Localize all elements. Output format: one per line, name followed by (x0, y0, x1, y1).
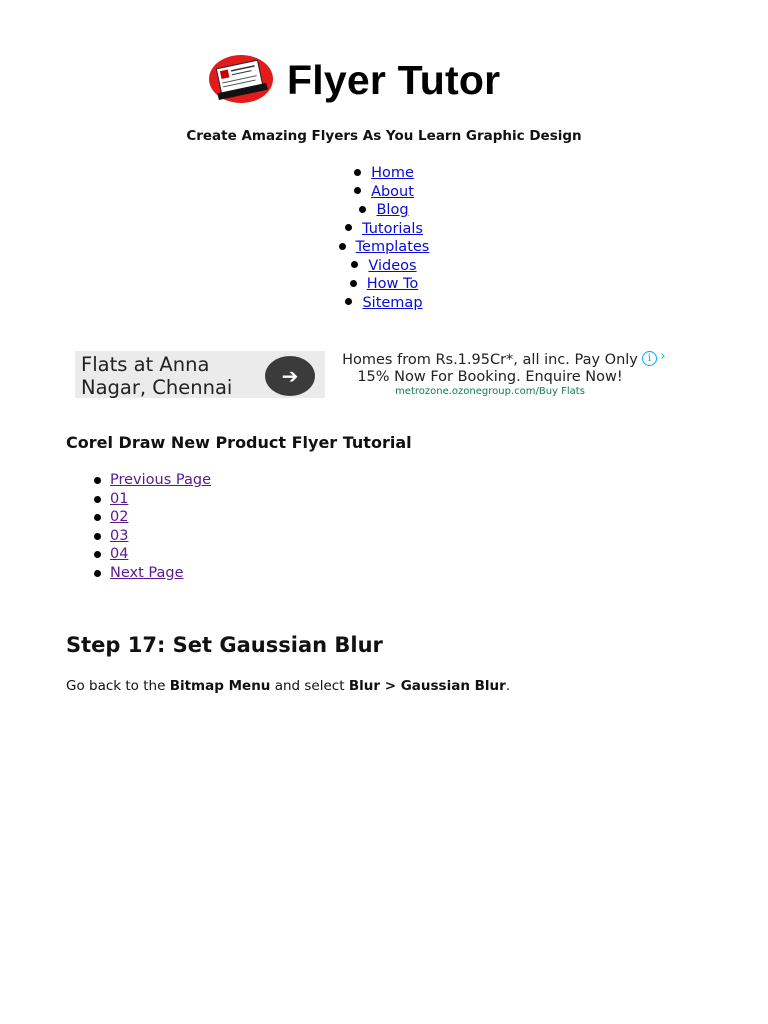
page-link-04[interactable]: 04 (110, 546, 129, 562)
site-tagline: Create Amazing Flyers As You Learn Graphic Design (186, 128, 582, 144)
nav-link-home[interactable]: Home (371, 165, 414, 181)
bullet-icon (339, 243, 346, 250)
nav-link-templates[interactable]: Templates (355, 239, 430, 255)
next-page-link[interactable]: Next Page (110, 564, 184, 581)
arrow-right-icon[interactable]: ➔ (265, 356, 315, 396)
pager-item-01 (110, 490, 211, 509)
bullet-icon (350, 280, 357, 287)
nav-link-videos[interactable]: Videos (368, 257, 417, 274)
ad-body-text[interactable]: Homes from Rs.1.95Cr*, all inc. Pay Only 15% Now For Booking. Enquire Now! (342, 352, 638, 385)
previous-page-link[interactable]: Previous Page (110, 472, 211, 488)
nav-item-templates (0, 238, 768, 257)
ad-left-panel[interactable] (75, 351, 325, 398)
site-header (0, 48, 768, 112)
page-navigation (110, 471, 211, 582)
bullet-icon (351, 261, 358, 268)
site-name[interactable]: Flyer Tutor (287, 57, 501, 103)
nav-link-about[interactable]: About (371, 183, 414, 200)
ad-url[interactable]: metrozone.ozonegroup.com/Buy Flats (395, 386, 585, 397)
nav-item-how-to (0, 275, 768, 294)
nav-link-sitemap[interactable]: Sitemap (362, 294, 423, 311)
step-text-part: . (505, 678, 511, 694)
bullet-icon (94, 570, 101, 577)
nav-item-about (0, 183, 768, 202)
step-text-part: and select (270, 678, 349, 694)
step-bold-gaussian-blur: Blur > Gaussian Blur (348, 678, 506, 694)
nav-item-sitemap (0, 294, 768, 313)
nav-link-how-to[interactable]: How To (366, 276, 419, 292)
nav-link-tutorials[interactable]: Tutorials (362, 220, 423, 237)
nav-item-videos (0, 257, 768, 276)
nav-link-blog[interactable]: Blog (376, 202, 409, 218)
flyer-logo-icon[interactable] (207, 52, 275, 106)
bullet-icon (359, 206, 366, 213)
step-instruction (66, 676, 510, 696)
pager-item-next (110, 564, 211, 583)
ad-info-icon[interactable]: i (642, 351, 657, 366)
pager-item-03 (110, 527, 211, 546)
step-text-part: Go back to the (66, 678, 170, 694)
ad-headline[interactable]: Flats at Anna Nagar, Chennai (81, 353, 233, 398)
main-nav (0, 164, 768, 312)
ad-close-icon[interactable]: › (660, 351, 666, 364)
page-link-01[interactable]: 01 (110, 490, 129, 507)
page-link-02[interactable]: 02 (110, 509, 129, 525)
nav-item-blog (0, 201, 768, 220)
nav-item-home (0, 164, 768, 183)
bullet-icon (354, 187, 361, 194)
bullet-icon (94, 514, 101, 521)
step-bold-bitmap-menu: Bitmap Menu (169, 678, 271, 694)
pager-item-04 (110, 545, 211, 564)
bullet-icon (94, 551, 101, 558)
bullet-icon (345, 224, 352, 231)
step-title: Step 17: Set Gaussian Blur (66, 633, 383, 657)
page-link-03[interactable]: 03 (110, 527, 129, 544)
bullet-icon (345, 298, 352, 305)
bullet-icon (94, 496, 101, 503)
article-title: Corel Draw New Product Flyer Tutorial (66, 433, 412, 452)
bullet-icon (94, 533, 101, 540)
bullet-icon (94, 477, 101, 484)
pager-item-previous (110, 471, 211, 490)
pager-item-02 (110, 508, 211, 527)
nav-item-tutorials (0, 220, 768, 239)
bullet-icon (354, 169, 361, 176)
ad-banner[interactable] (75, 351, 668, 398)
